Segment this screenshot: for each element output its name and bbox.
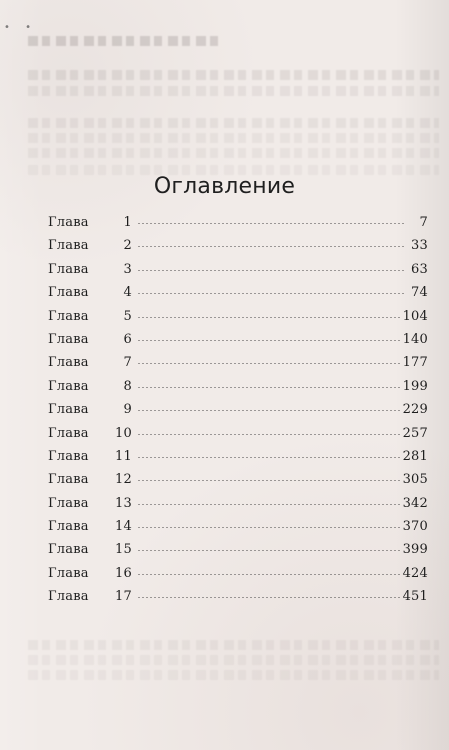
page-number: 257	[402, 425, 428, 441]
dot-leader	[137, 223, 405, 224]
chapter-label: Глава	[48, 308, 89, 324]
chapter-label: Глава	[48, 238, 89, 254]
page-number: 281	[402, 448, 428, 464]
bleed-through-text	[28, 133, 439, 143]
dot-leader	[137, 597, 400, 598]
toc-title: Оглавление	[153, 174, 296, 199]
dot-leader	[137, 340, 400, 341]
dot-leader	[137, 504, 400, 505]
dot-leader	[137, 410, 400, 411]
page-number: 104	[402, 308, 428, 324]
dot-leader	[137, 317, 400, 318]
dot-leader	[137, 270, 405, 271]
page-number: 451	[402, 589, 428, 605]
chapter-label: Глава	[48, 331, 89, 347]
dot-leader	[137, 480, 400, 481]
chapter-number: 9	[123, 402, 132, 418]
chapter-label: Глава	[48, 495, 89, 511]
bleed-through-text	[28, 86, 439, 96]
toc-entry[interactable]	[48, 450, 428, 473]
toc-entry[interactable]	[48, 403, 428, 426]
table-of-contents	[48, 216, 428, 614]
dot-leader	[137, 527, 400, 528]
page-number: 424	[402, 565, 428, 581]
toc-entry[interactable]	[48, 356, 428, 379]
toc-entry[interactable]	[48, 427, 428, 450]
chapter-label: Глава	[48, 472, 89, 488]
chapter-number: 7	[123, 355, 132, 371]
chapter-number: 17	[115, 589, 132, 605]
dot-leader	[137, 246, 405, 247]
chapter-number: 6	[123, 331, 132, 347]
dot-leader	[137, 387, 400, 388]
toc-entry[interactable]	[48, 263, 428, 286]
toc-entry[interactable]	[48, 380, 428, 403]
chapter-number: 12	[115, 472, 132, 488]
bleed-through-text	[28, 36, 218, 46]
chapter-label: Глава	[48, 519, 89, 535]
toc-entry[interactable]	[48, 520, 428, 543]
chapter-number: 15	[115, 542, 132, 558]
bleed-through-text	[28, 640, 439, 650]
toc-entry[interactable]	[48, 310, 428, 333]
page-number: 370	[402, 519, 428, 535]
chapter-number: 1	[123, 215, 132, 230]
page-number: 63	[411, 261, 428, 277]
chapter-number: 5	[123, 308, 132, 324]
page-number: 140	[402, 331, 428, 347]
chapter-label: Глава	[48, 565, 89, 581]
page-number: 199	[402, 378, 428, 394]
page-number: 229	[402, 402, 428, 418]
toc-entry[interactable]	[48, 497, 428, 520]
chapter-label: Глава	[48, 425, 89, 441]
toc-entry[interactable]	[48, 590, 428, 613]
chapter-number: 13	[115, 495, 132, 511]
bleed-through-text	[28, 118, 439, 128]
page-number: 33	[411, 238, 428, 254]
page-number: 342	[402, 495, 428, 511]
toc-entry[interactable]	[48, 239, 428, 262]
page-number: 74	[411, 285, 428, 301]
chapter-number: 11	[115, 448, 132, 464]
toc-entry[interactable]	[48, 567, 428, 590]
toc-entry[interactable]	[48, 543, 428, 566]
chapter-label: Глава	[48, 448, 89, 464]
chapter-label: Глава	[48, 542, 89, 558]
chapter-label: Глава	[48, 261, 89, 277]
bleed-through-text	[28, 670, 439, 680]
dot-leader	[137, 457, 400, 458]
dot-leader	[137, 363, 400, 364]
toc-entry[interactable]	[48, 333, 428, 356]
chapter-label: Глава	[48, 285, 89, 301]
chapter-number: 4	[123, 285, 132, 301]
chapter-label: Глава	[48, 355, 89, 371]
chapter-number: 2	[123, 238, 132, 254]
page-number: 305	[402, 472, 428, 488]
chapter-label: Глава	[48, 402, 89, 418]
chapter-label: Глава	[48, 378, 89, 394]
dot-leader	[137, 550, 400, 551]
chapter-label: Глава	[48, 589, 89, 605]
toc-entry[interactable]	[48, 473, 428, 496]
bleed-through-text	[28, 148, 439, 158]
chapter-label: Глава	[48, 215, 89, 230]
chapter-number: 16	[115, 565, 132, 581]
page-number: 7	[419, 215, 428, 230]
page-number: 177	[402, 355, 428, 371]
chapter-number: 14	[115, 519, 132, 535]
dot-leader	[137, 293, 405, 294]
dot-leader	[137, 434, 400, 435]
toc-entry[interactable]	[48, 216, 428, 239]
chapter-number: 8	[123, 378, 132, 394]
dot-leader	[137, 574, 400, 575]
bleed-through-text	[28, 655, 439, 665]
chapter-number: 3	[123, 261, 132, 277]
page-corner-marks: • •	[4, 22, 37, 33]
chapter-number: 10	[115, 425, 132, 441]
toc-entry[interactable]	[48, 286, 428, 309]
page-number: 399	[402, 542, 428, 558]
bleed-through-text	[28, 70, 439, 80]
